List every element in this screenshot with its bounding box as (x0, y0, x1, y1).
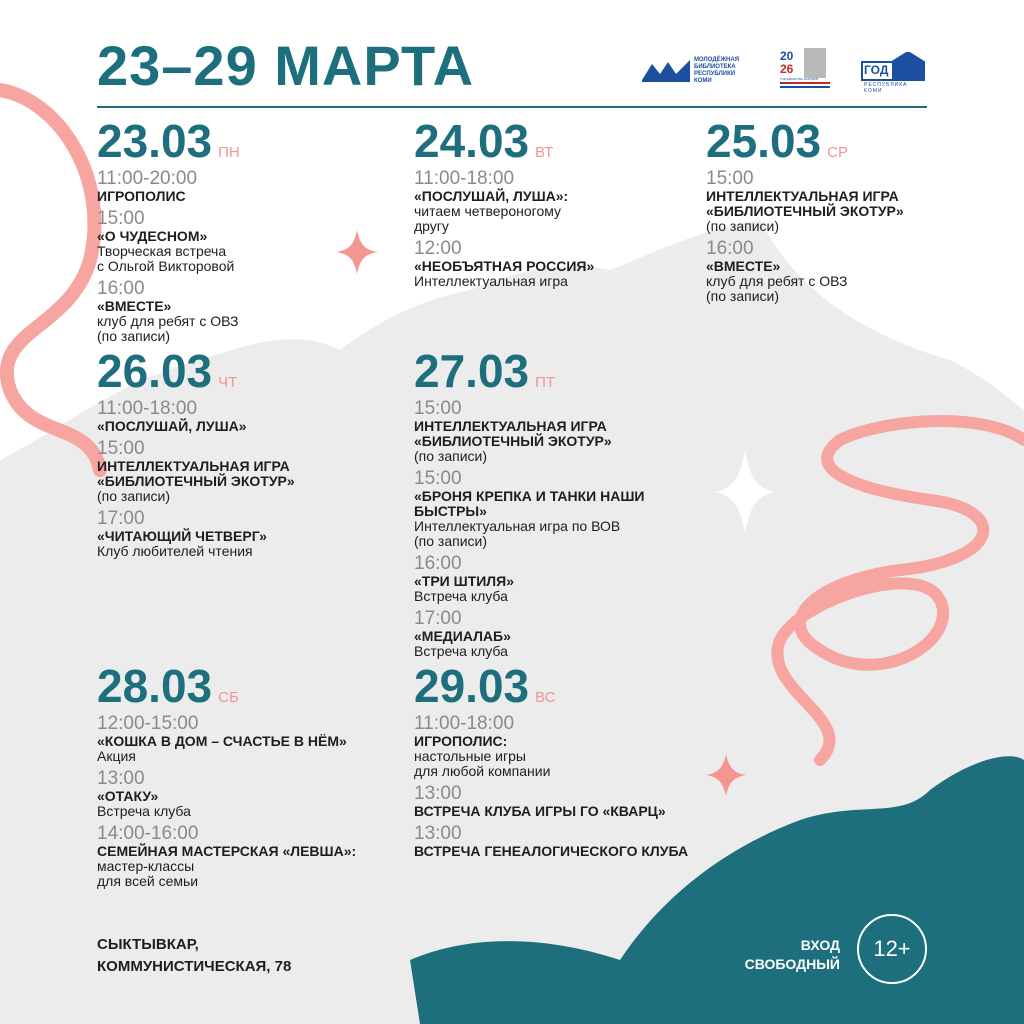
year-of-village-logo (858, 52, 928, 94)
day-heading (414, 345, 714, 397)
event-item (414, 168, 704, 234)
event-item (414, 238, 704, 289)
year-of-peoples-unity-logo (780, 44, 830, 90)
free-entry-label (722, 936, 840, 974)
day-date: 27.03 (414, 345, 530, 397)
day-heading (97, 660, 387, 712)
event-time: 13:00 (414, 823, 462, 844)
day-weekday: ПТ (535, 374, 556, 391)
event-description: читаем четвероногому (414, 203, 562, 219)
age-rating-badge: 12+ (857, 914, 927, 984)
event-description: настольные игры (414, 748, 526, 764)
year-of-peoples-unity-text: ГОД ЕДИНСТВА НАРОДОВ РОССИИ (780, 77, 819, 85)
event-description: Встреча клуба (97, 803, 191, 819)
event-name: ВСТРЕЧА ГЕНЕАЛОГИЧЕСКОГО КЛУБА (414, 843, 689, 859)
event-name: ИГРОПОЛИС (97, 188, 186, 204)
event-item (97, 168, 387, 204)
event-time: 16:00 (706, 238, 754, 259)
event-description: клуб для ребят с ОВЗ (706, 273, 848, 289)
event-name: «О ЧУДЕСНОМ» (97, 228, 208, 244)
event-item (97, 278, 387, 344)
event-description: для любой компании (414, 763, 551, 779)
day-weekday: ПН (218, 144, 240, 161)
event-description: (по записи) (706, 288, 780, 304)
event-time: 11:00-20:00 (97, 168, 198, 189)
event-name: «ПОСЛУШАЙ, ЛУША»: (414, 188, 569, 204)
event-item (97, 823, 387, 889)
day-heading (97, 345, 387, 397)
day-date: 28.03 (97, 660, 213, 712)
day-heading (414, 115, 704, 167)
year-of-village-sub: РЕСПУБЛИКА КОМИ (864, 82, 908, 94)
event-description: Встреча клуба (414, 588, 508, 604)
day-date: 29.03 (414, 660, 530, 712)
event-time: 15:00 (414, 398, 462, 419)
event-name: ВСТРЕЧА КЛУБА ИГРЫ ГО «КВАРЦ» (414, 803, 666, 819)
address (97, 934, 291, 978)
event-time: 11:00-18:00 (97, 398, 198, 419)
event-description: мастер-классы (97, 858, 195, 874)
day-block (97, 660, 387, 889)
event-time: 17:00 (97, 508, 145, 529)
event-name: «КОШКА В ДОМ – СЧАСТЬЕ В НЁМ» (97, 733, 347, 749)
day-heading (706, 115, 1006, 167)
youth-library-logo-text: МОЛОДЁЖНАЯ БИБЛИОТЕКА РЕСПУБЛИКИ КОМИ (694, 57, 740, 84)
event-description: Интеллектуальная игра по ВОВ (414, 518, 621, 534)
event-time: 15:00 (97, 208, 145, 229)
event-description: с Ольгой Викторовой (97, 258, 235, 274)
day-block (97, 345, 387, 559)
address-line: КОММУНИСТИЧЕСКАЯ, 78 (97, 958, 292, 975)
year-top-digits: 20 (780, 49, 794, 63)
header-divider (97, 106, 927, 108)
event-item (97, 208, 387, 274)
event-description: (по записи) (414, 448, 488, 464)
event-name: «НЕОБЪЯТНАЯ РОССИЯ» (414, 258, 595, 274)
event-item (97, 438, 387, 504)
event-item (414, 713, 704, 779)
event-description: (по записи) (97, 328, 171, 344)
event-time: 17:00 (414, 608, 462, 629)
day-heading (97, 115, 387, 167)
day-weekday: ВС (535, 689, 556, 706)
day-date: 25.03 (706, 115, 822, 167)
event-time: 14:00-16:00 (97, 823, 199, 844)
day-block (414, 115, 704, 289)
event-name: «ВМЕСТЕ» (97, 298, 172, 314)
event-time: 13:00 (414, 783, 462, 804)
entry-line: СВОБОДНЫЙ (744, 956, 840, 972)
event-name: «ОТАКУ» (97, 788, 159, 804)
day-block (97, 115, 387, 344)
event-time: 16:00 (97, 278, 145, 299)
event-item (97, 768, 387, 819)
day-block (414, 345, 714, 659)
event-item (706, 168, 1006, 234)
event-item (97, 398, 387, 434)
day-date: 26.03 (97, 345, 213, 397)
event-description: клуб для ребят с ОВЗ (97, 313, 239, 329)
event-description: Творческая встреча (97, 243, 227, 259)
event-name: СЕМЕЙНАЯ МАСТЕРСКАЯ «ЛЕВША»: (97, 843, 357, 859)
event-time: 16:00 (414, 553, 462, 574)
event-item (414, 608, 714, 659)
day-block (706, 115, 1006, 304)
day-block (414, 660, 704, 859)
day-weekday: СР (827, 144, 848, 161)
event-item (706, 238, 1006, 304)
event-name: «ПОСЛУШАЙ, ЛУША» (97, 418, 247, 434)
event-item (414, 468, 714, 549)
event-name: «МЕДИАЛАБ» (414, 628, 511, 644)
day-date: 23.03 (97, 115, 213, 167)
event-description: (по записи) (97, 488, 171, 504)
youth-library-logo (642, 56, 752, 86)
day-weekday: СБ (218, 689, 239, 706)
event-description: другу (414, 218, 449, 234)
event-name: ИНТЕЛЛЕКТУАЛЬНАЯ ИГРА «БИБЛИОТЕЧНЫЙ ЭКОТУР» (706, 188, 904, 219)
event-description: Интеллектуальная игра (414, 273, 568, 289)
event-name: ИНТЕЛЛЕКТУАЛЬНАЯ ИГРА «БИБЛИОТЕЧНЫЙ ЭКОТУР» (97, 458, 295, 489)
event-time: 12:00 (414, 238, 462, 259)
event-description: для всей семьи (97, 873, 199, 889)
event-description: Акция (97, 748, 136, 764)
event-name: «ТРИ ШТИЛЯ» (414, 573, 514, 589)
year-of-village-text: ГОД СЕЛА (864, 63, 926, 77)
event-item (97, 713, 387, 764)
event-time: 11:00-18:00 (414, 168, 515, 189)
day-weekday: ВТ (535, 144, 554, 161)
event-item (414, 783, 704, 819)
event-item (414, 823, 704, 859)
event-item (414, 398, 714, 464)
event-name: «ВМЕСТЕ» (706, 258, 781, 274)
event-time: 15:00 (414, 468, 462, 489)
event-description: Встреча клуба (414, 643, 508, 659)
entry-line: ВХОД (800, 937, 840, 953)
event-description: Клуб любителей чтения (97, 543, 253, 559)
address-line: СЫКТЫВКАР, (97, 936, 199, 953)
event-time: 13:00 (97, 768, 145, 789)
event-name: «БРОНЯ КРЕПКА И ТАНКИ НАШИ БЫСТРЫ» (414, 488, 645, 519)
event-time: 12:00-15:00 (97, 713, 199, 734)
event-name: ИНТЕЛЛЕКТУАЛЬНАЯ ИГРА «БИБЛИОТЕЧНЫЙ ЭКОТУР» (414, 418, 612, 449)
event-description: (по записи) (414, 533, 488, 549)
year-bottom-digits: 26 (780, 62, 794, 76)
day-weekday: ЧТ (218, 374, 238, 391)
day-date: 24.03 (414, 115, 530, 167)
event-item (414, 553, 714, 604)
event-description: (по записи) (706, 218, 780, 234)
event-time: 15:00 (97, 438, 145, 459)
page-title: 23–29 МАРТА (97, 34, 475, 97)
youth-library-logo-icon (642, 58, 690, 84)
day-heading (414, 660, 704, 712)
event-time: 11:00-18:00 (414, 713, 515, 734)
event-time: 15:00 (706, 168, 754, 189)
event-name: «ЧИТАЮЩИЙ ЧЕТВЕРГ» (97, 528, 267, 544)
event-item (97, 508, 387, 559)
event-name: ИГРОПОЛИС: (414, 733, 508, 749)
